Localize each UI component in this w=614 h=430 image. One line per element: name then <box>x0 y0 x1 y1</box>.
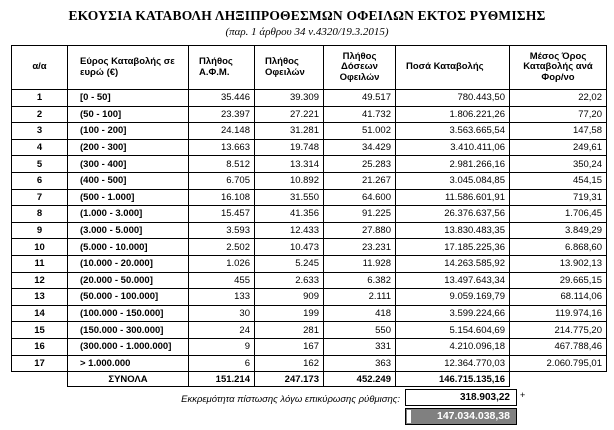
totals-afm: 151.214 <box>189 372 255 387</box>
row-payment-amount: 12.364.770,03 <box>396 355 510 372</box>
plus-sign: + <box>520 390 526 400</box>
row-afm-count: 9 <box>189 338 255 355</box>
row-avg-payment: 350,24 <box>510 156 607 173</box>
row-payment-amount: 13.830.483,35 <box>396 222 510 239</box>
row-afm-count: 13.663 <box>189 139 255 156</box>
row-installments-count: 34.429 <box>324 139 396 156</box>
row-avg-payment: 68.114,06 <box>510 289 607 306</box>
totals-debts: 247.173 <box>255 372 324 387</box>
row-debts-count: 41.356 <box>255 206 324 223</box>
row-debts-count: 2.633 <box>255 272 324 289</box>
row-afm-count: 24.148 <box>189 123 255 140</box>
row-avg-payment: 13.902,13 <box>510 255 607 272</box>
row-index: 10 <box>12 239 68 256</box>
row-avg-payment: 22,02 <box>510 90 607 107</box>
row-index: 12 <box>12 272 68 289</box>
row-installments-count: 418 <box>324 305 396 322</box>
grand-total-value: 147.034.038,38 <box>405 408 517 425</box>
row-index: 9 <box>12 222 68 239</box>
row-range: (10.000 - 20.000] <box>68 255 189 272</box>
table-header-row <box>12 46 607 90</box>
table-row <box>12 123 607 140</box>
row-installments-count: 6.382 <box>324 272 396 289</box>
table-row <box>12 255 607 272</box>
table-row <box>12 189 607 206</box>
row-range: (150.000 - 300.000] <box>68 322 189 339</box>
row-afm-count: 35.446 <box>189 90 255 107</box>
row-range: (50 - 100] <box>68 106 189 123</box>
header-avg-payment: Μέσος Όρος Καταβολής ανά Φορ/νο <box>510 46 607 90</box>
row-installments-count: 25.283 <box>324 156 396 173</box>
row-index: 14 <box>12 305 68 322</box>
header-payment-amount: Ποσά Καταβολής <box>396 46 510 90</box>
row-index: 11 <box>12 255 68 272</box>
totals-installments: 452.249 <box>324 372 396 387</box>
row-range: (1.000 - 3.000] <box>68 206 189 223</box>
payments-table <box>11 45 607 387</box>
row-installments-count: 41.732 <box>324 106 396 123</box>
row-avg-payment: 2.060.795,01 <box>510 355 607 372</box>
document-title: ΕΚΟΥΣΙΑ ΚΑΤΑΒΟΛΗ ΛΗΞΙΠΡΟΘΕΣΜΩΝ ΟΦΕΙΛΩΝ ΕΚΤΟΣ ΡΥΘΜΙΣΗΣ <box>68 8 546 23</box>
row-index: 17 <box>12 355 68 372</box>
row-payment-amount: 3.599.224,66 <box>396 305 510 322</box>
row-payment-amount: 11.586.601,91 <box>396 189 510 206</box>
row-index: 3 <box>12 123 68 140</box>
header-range: Εύρος Καταβολής σε ευρώ (€) <box>68 46 189 90</box>
row-payment-amount: 3.563.665,54 <box>396 123 510 140</box>
row-avg-payment: 1.706,45 <box>510 206 607 223</box>
row-range: (50.000 - 100.000] <box>68 289 189 306</box>
row-afm-count: 6.705 <box>189 172 255 189</box>
totals-blank-cell <box>12 372 68 387</box>
row-debts-count: 19.748 <box>255 139 324 156</box>
table-row <box>12 338 607 355</box>
row-payment-amount: 2.981.266,16 <box>396 156 510 173</box>
row-installments-count: 550 <box>324 322 396 339</box>
table-row <box>12 222 607 239</box>
row-payment-amount: 26.376.637,56 <box>396 206 510 223</box>
row-afm-count: 6 <box>189 355 255 372</box>
row-payment-amount: 3.045.084,85 <box>396 172 510 189</box>
row-installments-count: 49.517 <box>324 90 396 107</box>
row-avg-payment: 3.849,29 <box>510 222 607 239</box>
totals-label: ΣΥΝΟΛΑ <box>68 372 189 387</box>
row-installments-count: 11.928 <box>324 255 396 272</box>
row-afm-count: 2.502 <box>189 239 255 256</box>
row-avg-payment: 29.665,15 <box>510 272 607 289</box>
row-range: > 1.000.000 <box>68 355 189 372</box>
row-index: 8 <box>12 206 68 223</box>
row-payment-amount: 3.410.411,06 <box>396 139 510 156</box>
header-afm-count: Πλήθος Α.Φ.Μ. <box>189 46 255 90</box>
table-row <box>12 106 607 123</box>
table-row <box>12 289 607 306</box>
table-row <box>12 305 607 322</box>
row-debts-count: 5.245 <box>255 255 324 272</box>
row-debts-count: 31.281 <box>255 123 324 140</box>
row-installments-count: 23.231 <box>324 239 396 256</box>
row-avg-payment: 6.868,60 <box>510 239 607 256</box>
row-range: (20.000 - 50.000] <box>68 272 189 289</box>
table-row <box>12 172 607 189</box>
row-installments-count: 64.600 <box>324 189 396 206</box>
table-body <box>12 90 607 387</box>
row-range: (300.000 - 1.000.000] <box>68 338 189 355</box>
row-range: [0 - 50] <box>68 90 189 107</box>
row-index: 7 <box>12 189 68 206</box>
row-afm-count: 16.108 <box>189 189 255 206</box>
table-row <box>12 239 607 256</box>
table-row <box>12 206 607 223</box>
row-debts-count: 13.314 <box>255 156 324 173</box>
row-range: (500 - 1.000] <box>68 189 189 206</box>
row-afm-count: 455 <box>189 272 255 289</box>
row-index: 16 <box>12 338 68 355</box>
row-index: 15 <box>12 322 68 339</box>
row-payment-amount: 14.263.585,92 <box>396 255 510 272</box>
row-payment-amount: 4.210.096,18 <box>396 338 510 355</box>
row-range: (3.000 - 5.000] <box>68 222 189 239</box>
row-installments-count: 363 <box>324 355 396 372</box>
row-range: (300 - 400] <box>68 156 189 173</box>
totals-blank-cell-right <box>510 372 607 387</box>
row-debts-count: 10.892 <box>255 172 324 189</box>
row-debts-count: 281 <box>255 322 324 339</box>
table-row <box>12 90 607 107</box>
header-installments-count: Πλήθος Δόσεων Οφειλών <box>324 46 396 90</box>
row-installments-count: 21.267 <box>324 172 396 189</box>
row-avg-payment: 249,61 <box>510 139 607 156</box>
row-avg-payment: 77,20 <box>510 106 607 123</box>
row-afm-count: 15.457 <box>189 206 255 223</box>
table-row <box>12 156 607 173</box>
table-row <box>12 272 607 289</box>
row-debts-count: 39.309 <box>255 90 324 107</box>
row-payment-amount: 5.154.604,69 <box>396 322 510 339</box>
grand-total-marker <box>407 410 411 423</box>
row-payment-amount: 1.806.221,26 <box>396 106 510 123</box>
row-debts-count: 162 <box>255 355 324 372</box>
row-payment-amount: 17.185.225,36 <box>396 239 510 256</box>
row-debts-count: 167 <box>255 338 324 355</box>
row-debts-count: 10.473 <box>255 239 324 256</box>
totals-amount: 146.715.135,16 <box>396 372 510 387</box>
table-row <box>12 139 607 156</box>
row-range: (100 - 200] <box>68 123 189 140</box>
row-afm-count: 8.512 <box>189 156 255 173</box>
row-range: (5.000 - 10.000] <box>68 239 189 256</box>
row-avg-payment: 719,31 <box>510 189 607 206</box>
row-debts-count: 12.433 <box>255 222 324 239</box>
row-index: 4 <box>12 139 68 156</box>
row-afm-count: 1.026 <box>189 255 255 272</box>
row-range: (400 - 500] <box>68 172 189 189</box>
row-avg-payment: 214.775,20 <box>510 322 607 339</box>
row-payment-amount: 9.059.169,79 <box>396 289 510 306</box>
row-debts-count: 199 <box>255 305 324 322</box>
document-subtitle: (παρ. 1 άρθρου 34 ν.4320/19.3.2015) <box>225 26 389 38</box>
row-avg-payment: 147,58 <box>510 123 607 140</box>
row-afm-count: 3.593 <box>189 222 255 239</box>
pending-credit-value: 318.903,22 <box>405 389 517 406</box>
row-avg-payment: 119.974,16 <box>510 305 607 322</box>
pending-credit-label: Εκκρεμότητα πίστωσης λόγω επικύρωσης ρύθμισης: <box>181 394 400 405</box>
row-index: 1 <box>12 90 68 107</box>
row-installments-count: 51.002 <box>324 123 396 140</box>
header-debts-count: Πλήθος Οφειλών <box>255 46 324 90</box>
row-afm-count: 30 <box>189 305 255 322</box>
row-debts-count: 909 <box>255 289 324 306</box>
row-avg-payment: 467.788,46 <box>510 338 607 355</box>
row-avg-payment: 454,15 <box>510 172 607 189</box>
row-payment-amount: 780.443,50 <box>396 90 510 107</box>
header-index: α/α <box>12 46 68 90</box>
row-debts-count: 27.221 <box>255 106 324 123</box>
row-installments-count: 91.225 <box>324 206 396 223</box>
row-afm-count: 24 <box>189 322 255 339</box>
row-afm-count: 133 <box>189 289 255 306</box>
row-installments-count: 2.111 <box>324 289 396 306</box>
row-payment-amount: 13.497.643,34 <box>396 272 510 289</box>
row-debts-count: 31.550 <box>255 189 324 206</box>
row-range: (100.000 - 150.000] <box>68 305 189 322</box>
row-index: 2 <box>12 106 68 123</box>
row-installments-count: 331 <box>324 338 396 355</box>
row-index: 6 <box>12 172 68 189</box>
table-row <box>12 322 607 339</box>
row-index: 13 <box>12 289 68 306</box>
row-afm-count: 23.397 <box>189 106 255 123</box>
row-index: 5 <box>12 156 68 173</box>
table-row <box>12 355 607 372</box>
row-range: (200 - 300] <box>68 139 189 156</box>
totals-row <box>12 372 607 387</box>
row-installments-count: 27.880 <box>324 222 396 239</box>
